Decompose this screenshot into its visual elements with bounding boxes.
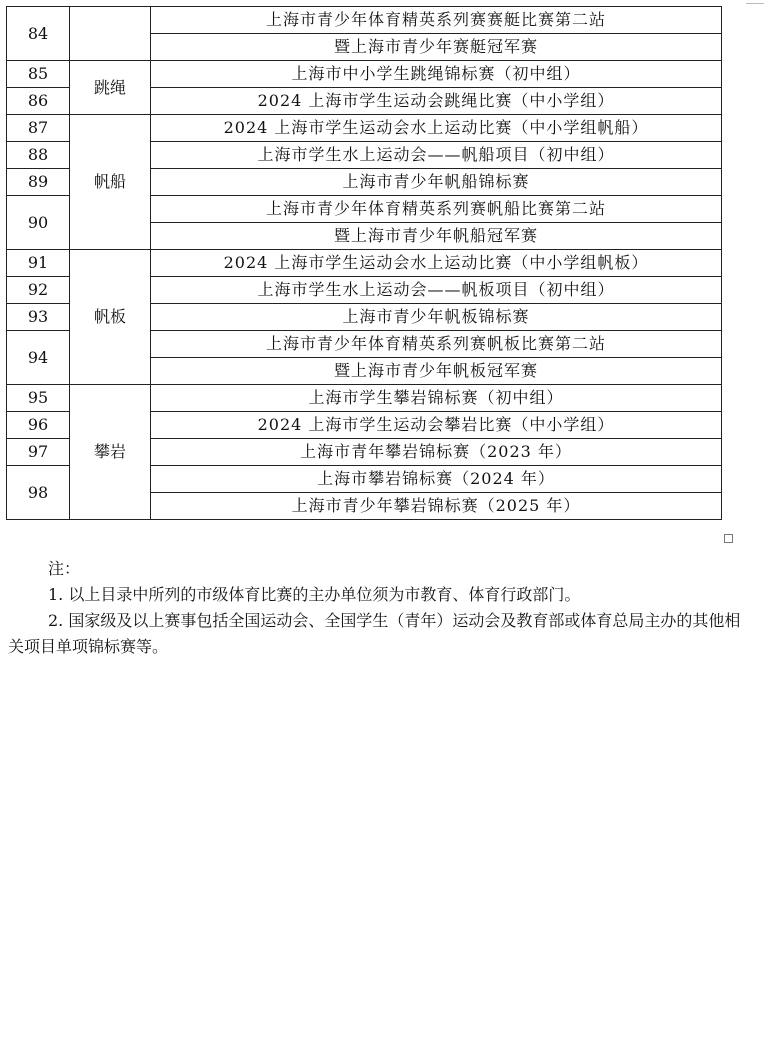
row-number: 92: [7, 277, 70, 304]
row-number: 94: [7, 331, 70, 385]
event-name: 上海市青少年攀岩锦标赛（2025 年）: [151, 493, 722, 520]
events-table: [6, 6, 722, 520]
row-number: 98: [7, 466, 70, 520]
table-resize-handle[interactable]: [724, 534, 733, 543]
row-number: 87: [7, 115, 70, 142]
table-row: [7, 115, 722, 142]
table-row: [7, 250, 722, 277]
event-name: 上海市青少年体育精英系列赛帆板比赛第二站: [151, 331, 722, 358]
row-number: 85: [7, 61, 70, 88]
row-number: 95: [7, 385, 70, 412]
event-name: 上海市青年攀岩锦标赛（2023 年）: [151, 439, 722, 466]
table-row: [7, 61, 722, 88]
table-row: [7, 7, 722, 34]
event-name: 上海市青少年帆板锦标赛: [151, 304, 722, 331]
event-name: 上海市学生水上运动会——帆船项目（初中组）: [151, 142, 722, 169]
row-number: 97: [7, 439, 70, 466]
row-number: 84: [7, 7, 70, 61]
category-cell: 帆板: [70, 250, 151, 385]
table-row: [7, 385, 722, 412]
event-name: 2024 上海市学生运动会水上运动比赛（中小学组帆船）: [151, 115, 722, 142]
row-number: 86: [7, 88, 70, 115]
event-name: 暨上海市青少年赛艇冠军赛: [151, 34, 722, 61]
event-name: 上海市青少年体育精英系列赛帆船比赛第二站: [151, 196, 722, 223]
category-cell: [70, 7, 151, 61]
category-cell: 跳绳: [70, 61, 151, 115]
event-name: 上海市青少年体育精英系列赛赛艇比赛第二站: [151, 7, 722, 34]
page-corner-mark: [746, 0, 764, 4]
event-name: 上海市学生攀岩锦标赛（初中组）: [151, 385, 722, 412]
event-name: 上海市攀岩锦标赛（2024 年）: [151, 466, 722, 493]
notes-section: [8, 556, 748, 660]
event-name: 暨上海市青少年帆板冠军赛: [151, 358, 722, 385]
note-item-1: 1. 以上目录中所列的市级体育比赛的主办单位须为市教育、体育行政部门。: [48, 585, 581, 604]
row-number: 90: [7, 196, 70, 250]
event-name: 上海市青少年帆船锦标赛: [151, 169, 722, 196]
row-number: 91: [7, 250, 70, 277]
event-name: 2024 上海市学生运动会跳绳比赛（中小学组）: [151, 88, 722, 115]
event-name: 暨上海市青少年帆船冠军赛: [151, 223, 722, 250]
event-name: 上海市中小学生跳绳锦标赛（初中组）: [151, 61, 722, 88]
note-item-2: 2. 国家级及以上赛事包括全国运动会、全国学生（青年）运动会及教育部或体育总局主办的其他相关项目单项锦标赛等。: [8, 611, 741, 656]
category-cell: 攀岩: [70, 385, 151, 520]
event-name: 2024 上海市学生运动会攀岩比赛（中小学组）: [151, 412, 722, 439]
row-number: 93: [7, 304, 70, 331]
event-name: 2024 上海市学生运动会水上运动比赛（中小学组帆板）: [151, 250, 722, 277]
event-name: 上海市学生水上运动会——帆板项目（初中组）: [151, 277, 722, 304]
row-number: 88: [7, 142, 70, 169]
row-number: 89: [7, 169, 70, 196]
notes-label: 注：: [48, 559, 81, 578]
category-cell: 帆船: [70, 115, 151, 250]
row-number: 96: [7, 412, 70, 439]
